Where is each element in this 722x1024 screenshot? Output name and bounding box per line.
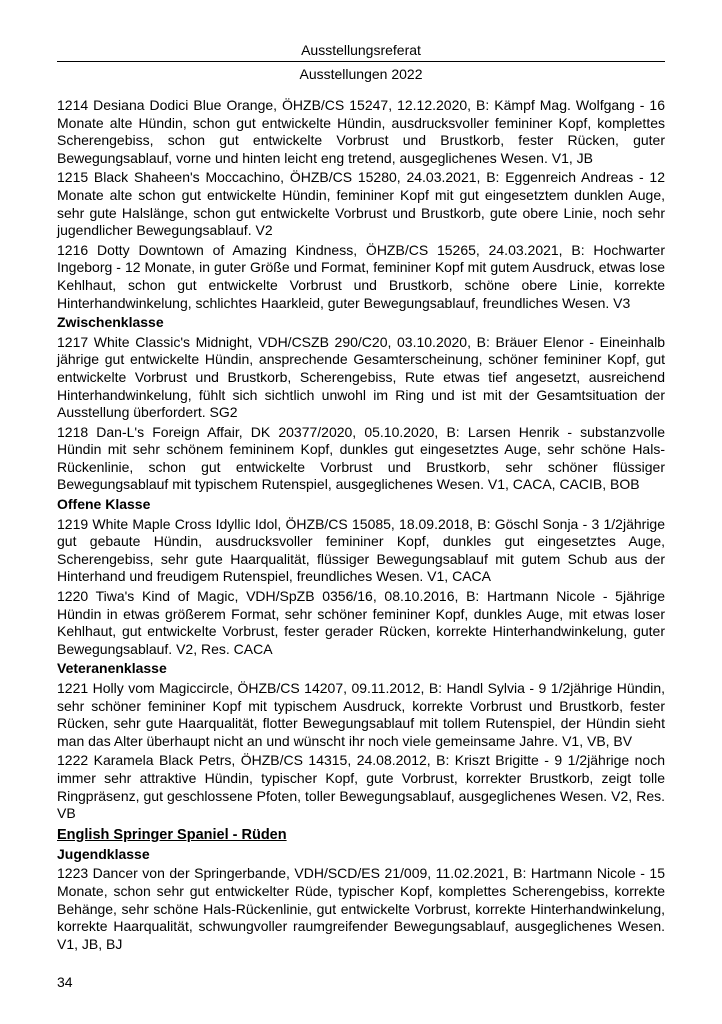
entry-1219: 1219 White Maple Cross Idyllic Idol, ÖHZB/CS 15085, 18.09.2018, B: Göschl Sonja - 3 1/2jährige gut gebaute Hündin, ausdrucksvoller femininer Kopf, dunkles gut eingesetztes Auge, Scherengebiss, sehr gute Haarqualität, flüssiger Bewegungsablauf mit gutem Schub aus der Hinterhand und freudigem Rutenspiel, freundliches Wesen. V1, CACA — [57, 515, 665, 585]
breed-heading-english-springer-spaniel-rueden: English Springer Spaniel - Rüden — [57, 826, 287, 843]
entry-1222: 1222 Karamela Black Petrs, ÖHZB/CS 14315, 24.08.2012, B: Kriszt Brigitte - 9 1/2jährige noch immer sehr attraktive Hündin, typischer Kopf, gute Vorbrust, korrekter Brustkorb, zeigt tolle Ringpräsenz, gut geschlossene Pfoten, toller Bewegungsablauf, ausgeglichenes Wesen. V2, Res. VB — [57, 752, 665, 822]
heading-zwischenklasse: Zwischenklasse — [57, 314, 164, 331]
entry-1218: 1218 Dan-L's Foreign Affair, DK 20377/2020, 05.10.2020, B: Larsen Henrik - substanzvolle Hündin mit sehr schönem femininem Kopf, dunkles gut eingesetztes Auge, sehr schöne Hals-Rückenlinie, schon gut entwickelte Vorbrust und Brustkorb, sehr schöner flüssiger Bewegungsablauf mit typischem Rutenspiel, ausgeglichenes Wesen. V1, CACA, CACIB, BOB — [57, 423, 665, 493]
entry-1216: 1216 Dotty Downtown of Amazing Kindness, ÖHZB/CS 15265, 24.03.2021, B: Hochwarter Ingeborg - 12 Monate, in guter Größe und Format, femininer Kopf mit gutem Ausdruck, etwas lose Kehlhaut, schon gut entwickelte Vorbrust und Brustkorb, schöne obere Linie, korrekte Hinterhandwinkelung, schlichtes Haarkleid, guter Bewegungsablauf, freundliches Wesen. V3 — [57, 241, 665, 311]
entry-1215: 1215 Black Shaheen's Moccachino, ÖHZB/CS 15280, 24.03.2021, B: Eggenreich Andreas - 12 Monate alte schon gut entwickelte Hündin, femininer Kopf mit gut eingesetztem dunklen Auge, sehr gute Halslänge, schon gut entwickelte Vorbrust und Brustkorb, gute obere Linie, noch sehr jugendlicher Bewegungsablauf. V2 — [57, 169, 665, 239]
document-body — [57, 97, 665, 953]
heading-offene-klasse: Offene Klasse — [57, 496, 151, 513]
header-title: Ausstellungsreferat — [301, 42, 421, 58]
entry-1220: 1220 Tiwa's Kind of Magic, VDH/SpZB 0356/16, 08.10.2016, B: Hartmann Nicole - 5jährige Hündin in etwas größerem Format, sehr schöner femininer Kopf, dunkles Auge, mit etwas loser Kehlhaut, gut entwickelte Vorbrust, fester gerader Rücken, korrekte Hinterhandwinkelung, guter Bewegungsablauf. V2, Res. CACA — [57, 588, 665, 657]
heading-veteranenklasse: Veteranenklasse — [57, 660, 167, 677]
header-subtitle: Ausstellungen 2022 — [299, 66, 423, 82]
page-number: 34 — [57, 974, 73, 990]
heading-jugendklasse: Jugendklasse — [57, 845, 150, 862]
page-header — [57, 42, 665, 82]
entry-1214: 1214 Desiana Dodici Blue Orange, ÖHZB/CS 15247, 12.12.2020, B: Kämpf Mag. Wolfgang - 16 Monate alte Hündin, schon gut entwickelte Hündin, ausdrucksvoller femininer Kopf, komplettes Scherengebiss, schon gut entwickelte Vorbrust und Brustkorb, fester Rücken, guter Bewegungsablauf, vorne und hinten leicht eng tretend, ausgeglichenes Wesen. V1, JB — [57, 97, 665, 166]
entry-1217: 1217 White Classic's Midnight, VDH/CSZB 290/C20, 03.10.2020, B: Bräuer Elenor - Eineinhalb jährige gut entwickelte Hündin, ansprechende Gesamterscheinung, schöner femininer Kopf, gut entwickelte Vorbrust und Brustkorb, Scherengebiss, Rute etwas tief angesetzt, ausreichend Hinterhandwinkelung, fühlt sich sichtlich unwohl im Ring und ist mit der Gesamtsituation der Ausstellung überfordert. SG2 — [57, 333, 665, 421]
entry-1223: 1223 Dancer von der Springerbande, VDH/SCD/ES 21/009, 11.02.2021, B: Hartmann Nicole - 15 Monate, schon sehr gut entwickelter Rüde, typischer Kopf, komplettes Scherengebiss, korrekte Behänge, sehr schöne Hals-Rückenlinie, gut entwickelte Vorbrust, korrekte Hinterhandwinkelung, korrekte Haarqualität, schwungvoller raumgreifender Bewegungsablauf, ausgeglichenes Wesen. V1, JB, BJ — [57, 865, 665, 952]
header-divider — [57, 61, 665, 62]
entry-1221: 1221 Holly vom Magiccircle, ÖHZB/CS 14207, 09.11.2012, B: Handl Sylvia - 9 1/2jährige Hündin, sehr schöner femininer Kopf mit typischem Ausdruck, korrekte Vorbrust und Brustkorb, fester Rücken, sehr gute Haarqualität, flotter Bewegungsablauf mit tollem Rutenspiel, der Hündin sieht man das Alter überhaupt nicht an und wünscht ihr noch viele gemeinsame Jahre. V1, VB, BV — [57, 680, 665, 749]
